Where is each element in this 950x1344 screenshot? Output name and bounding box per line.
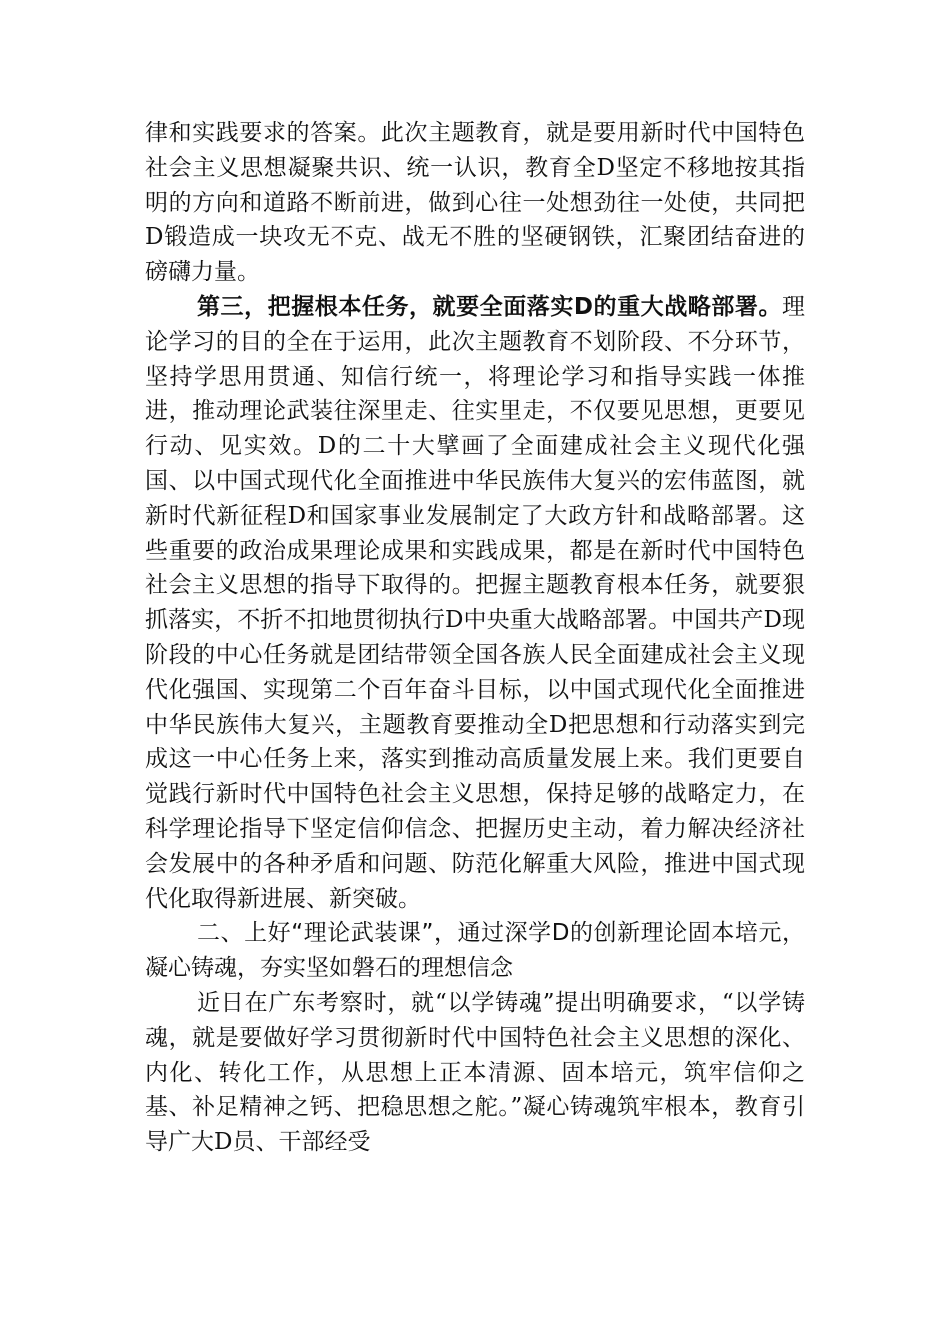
paragraph-2-bold-lead: 第三，把握根本任务，就要全面落实D的重大战略部署。 [197,293,782,320]
document-body [145,116,805,1160]
paragraph-third-point [145,290,805,916]
section-heading-text: 二、上好“理论武装课”，通过深学D的创新理论固本培元，凝心铸魂，夯实坚如磐石的理想信念 [145,920,805,982]
section-heading [145,916,805,986]
paragraph-1-text: 律和实践要求的答案。此次主题教育，就是要用新时代中国特色社会主义思想凝聚共识、统一认识，教育全D坚定不移地按其指明的方向和道路不断前进，做到心往一处想劲往一处使，共同把D锻造成一块攻无不克、战无不胜的坚硬钢铁，汇聚团结奋进的磅礴力量。 [145,120,805,286]
paragraph-3-text: 近日在广东考察时，就“以学铸魂”提出明确要求，“以学铸魂，就是要做好学习贯彻新时代中国特色社会主义思想的深化、内化、转化工作，从思想上正本清源、固本培元，筑牢信仰之基、补足精神之钙、把稳思想之舵。”凝心铸魂筑牢根本，教育引导广大D员、干部经受 [145,989,805,1156]
paragraph-guangdong [145,986,805,1160]
paragraph-continuation [145,116,805,290]
paragraph-2-body-text: 理论学习的目的全在于运用，此次主题教育不划阶段、不分环节，坚持学思用贯通、知信行统一，将理论学习和指导实践一体推进，推动理论武装往深里走、往实里走，不仅要见思想，更要见行动、见实效。D的二十大擘画了全面建成社会主义现代化强国、以中国式现代化全面推进中华民族伟大复兴的宏伟蓝图，就新时代新征程D和国家事业发展制定了大政方针和战略部署。这些重要的政治成果理论成果和实践成果，都是在新时代中国特色社会主义思想的指导下取得的。把握主题教育根本任务，就要狠抓落实，不折不扣地贯彻执行D中央重大战略部署。中国共产D现阶段的中心任务就是团结带领全国各族人民全面建成社会主义现代化强国、实现第二个百年奋斗目标，以中国式现代化全面推进中华民族伟大复兴，主题教育要推动全D把思想和行动落实到完成这一中心任务上来，落实到推动高质量发展上来。我们更要自觉践行新时代中国特色社会主义思想，保持足够的战略定力，在科学理论指导下坚定信仰信念、把握历史主动，着力解决经济社会发展中的各种矛盾和问题、防范化解重大风险，推进中国式现代化取得新进展、新突破。 [145,293,805,912]
